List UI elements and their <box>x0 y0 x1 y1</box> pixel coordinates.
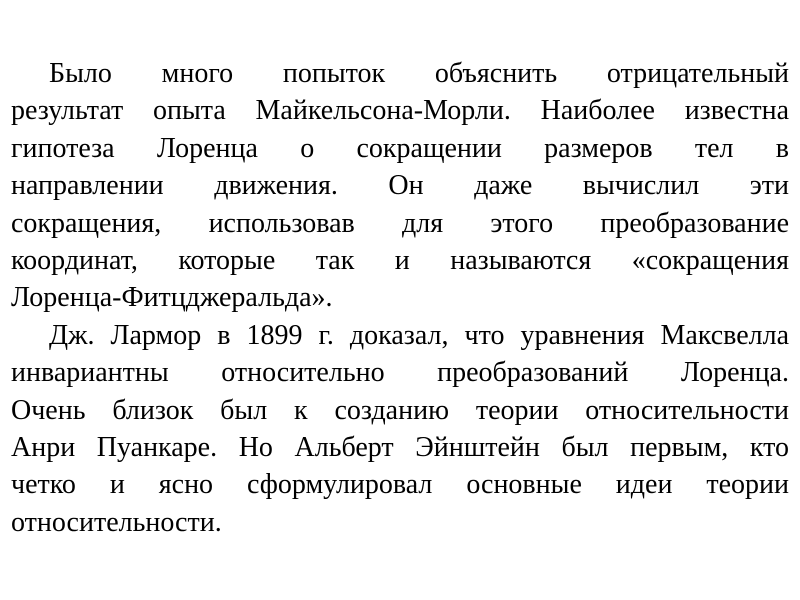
paragraph-2 <box>11 317 789 541</box>
paragraph-1 <box>11 55 789 317</box>
text-line: относительности. <box>11 506 222 538</box>
text-line: четко и ясно сформулировал основные идеи теории <box>11 469 789 501</box>
text-line: инвариантны относительно преобразований Лоренца. <box>11 357 789 389</box>
text-line: сокращения, использовав для этого преобразование <box>11 207 789 239</box>
text-line: гипотеза Лоренца о сокращении размеров тел в <box>11 132 789 164</box>
text-line: координат, которые так и называются «сокращения <box>11 244 789 276</box>
text-line: результат опыта Майкельсона-Морли. Наиболее известна <box>11 95 789 127</box>
body-text <box>11 55 789 541</box>
text-line: Было много попыток объяснить отрицательный <box>49 58 789 89</box>
text-line: направлении движения. Он даже вычислил эти <box>11 170 789 202</box>
text-line: Лоренца-Фитцджеральда». <box>11 282 333 314</box>
text-line: Очень близок был к созданию теории относительности <box>11 394 789 426</box>
text-line: Дж. Лармор в 1899 г. доказал, что уравнения Максвелла <box>49 319 789 351</box>
text-line: Анри Пуанкаре. Но Альберт Эйнштейн был первым, кто <box>11 431 789 463</box>
